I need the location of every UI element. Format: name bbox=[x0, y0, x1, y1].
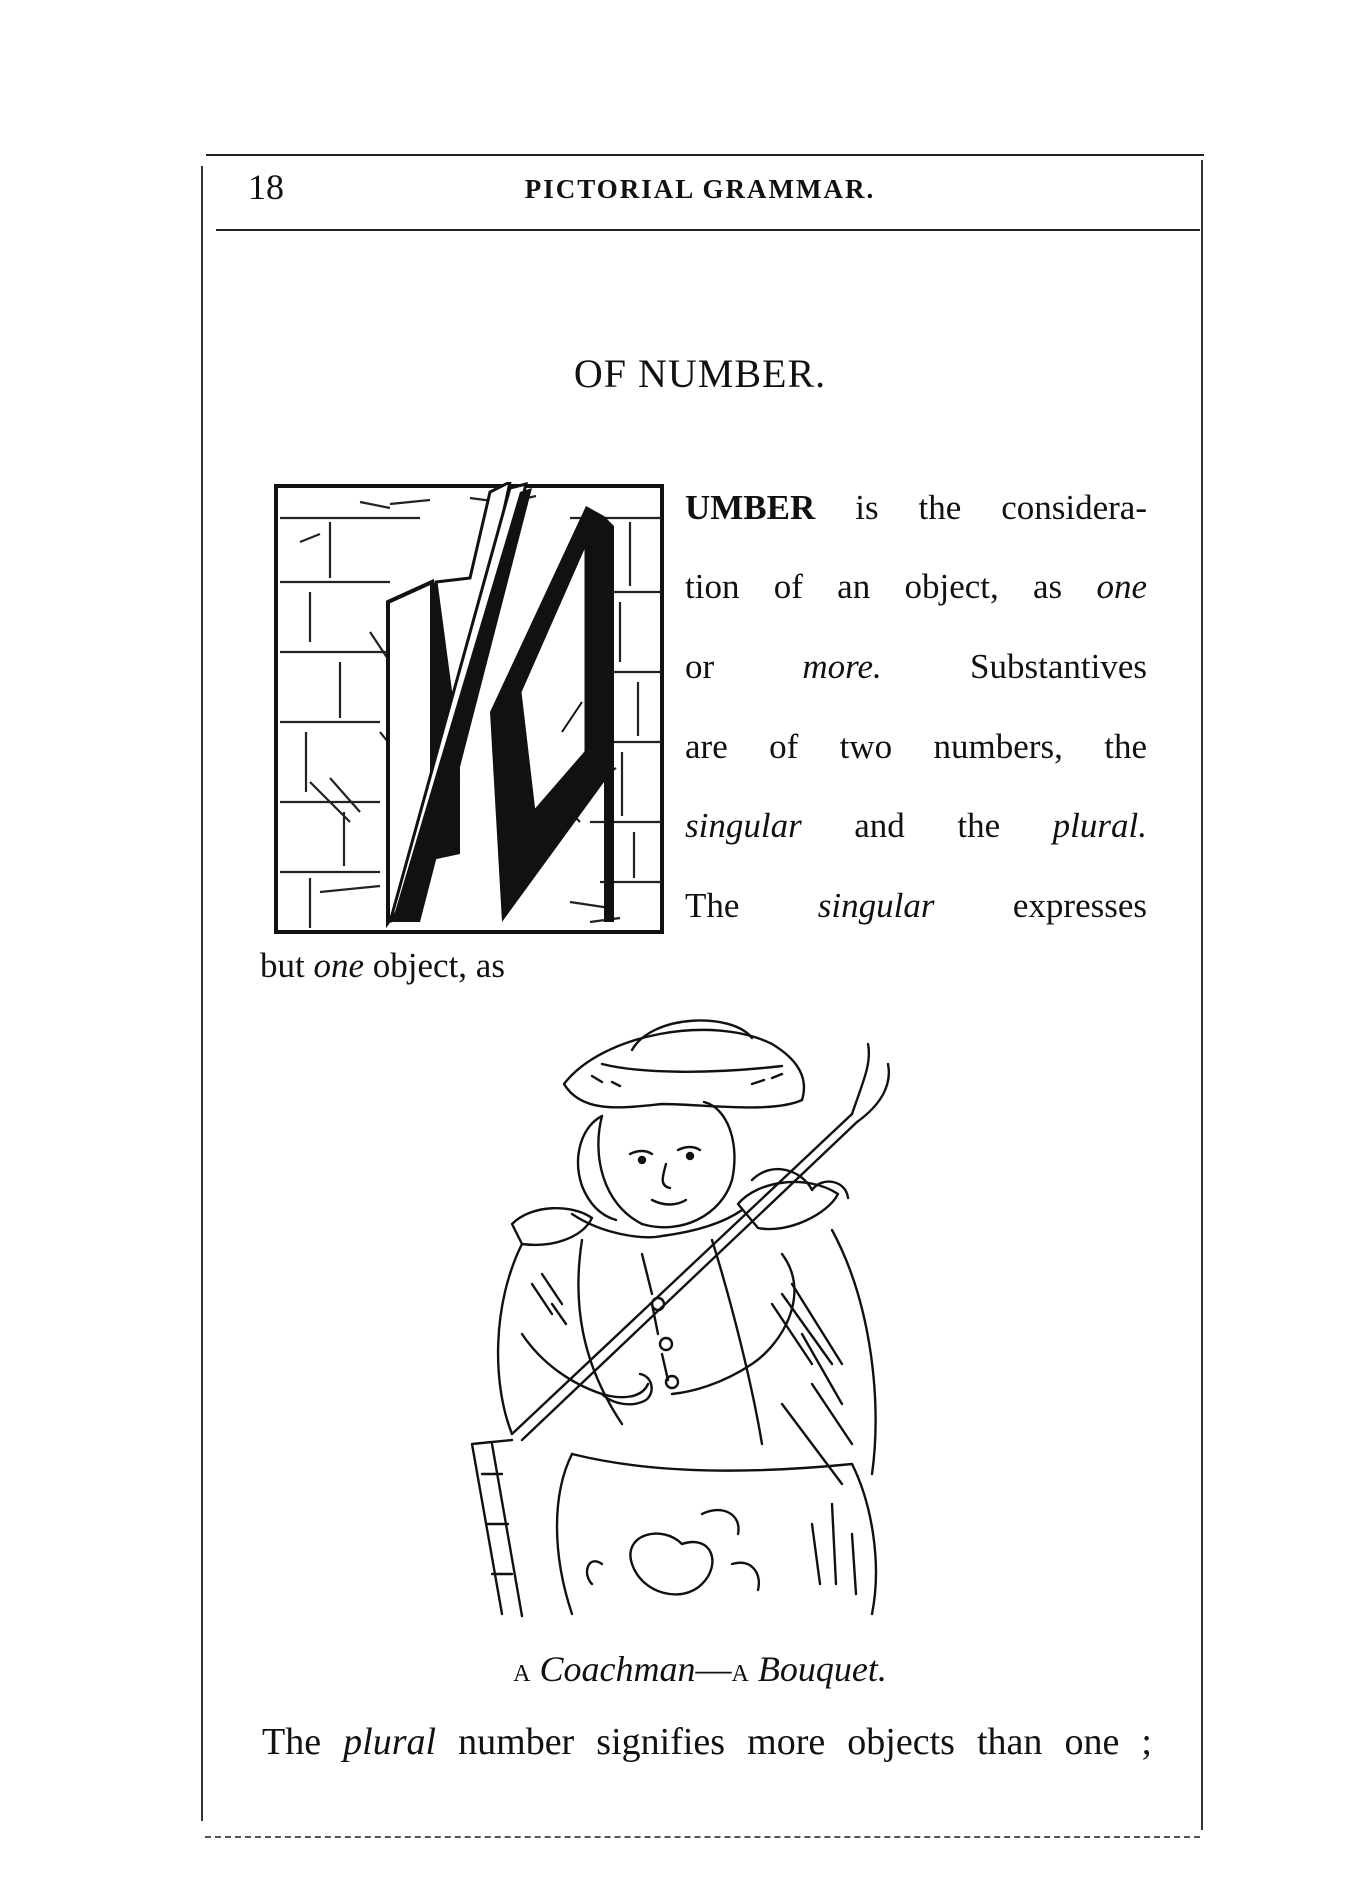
paragraph-line-7 bbox=[260, 946, 505, 986]
paragraph-text: number signifies more objects than one ; bbox=[436, 1721, 1152, 1763]
frame-top-rule bbox=[206, 154, 1204, 156]
frame-right-rule bbox=[1201, 160, 1203, 1830]
caption-dash: — bbox=[695, 1649, 732, 1689]
paragraph-text: object, as bbox=[364, 946, 505, 985]
paragraph-line-2 bbox=[685, 567, 1147, 607]
header-rule bbox=[216, 229, 1200, 231]
paragraph-text: and the bbox=[801, 806, 1053, 845]
paragraph-line-6 bbox=[685, 886, 1147, 926]
paragraph-text: tion of an object, as bbox=[685, 567, 1097, 606]
caption-noun: Coachman bbox=[539, 1649, 696, 1689]
paragraph-line-5 bbox=[685, 806, 1147, 846]
frame-bottom-rule bbox=[205, 1836, 1200, 1838]
emphasis-one: one bbox=[1096, 567, 1147, 606]
emphasis-plural: plural bbox=[343, 1721, 437, 1763]
dropcap-n-icon bbox=[270, 482, 668, 936]
paragraph-line-4: are of two numbers, the bbox=[685, 727, 1147, 766]
paragraph-text: The bbox=[262, 1721, 344, 1763]
paragraph-line-1 bbox=[685, 488, 1147, 528]
paragraph-line-3 bbox=[685, 647, 1147, 687]
frame-left-rule bbox=[201, 166, 203, 1821]
page-number: 18 bbox=[248, 167, 284, 207]
emphasis-more: more. bbox=[802, 647, 882, 686]
paragraph-text: or bbox=[685, 647, 803, 686]
illustration-caption bbox=[200, 1648, 1200, 1690]
coachman-illustration bbox=[452, 1004, 972, 1624]
section-title: OF NUMBER. bbox=[573, 351, 827, 396]
paragraph-text: expresses bbox=[934, 886, 1147, 925]
emphasis-one: one bbox=[313, 946, 365, 985]
caption-article: A bbox=[731, 1661, 749, 1687]
paragraph-text: is the considera- bbox=[815, 488, 1147, 527]
caption-noun: Bouquet. bbox=[757, 1649, 887, 1689]
emphasis-singular: singular bbox=[685, 806, 802, 845]
caption-article: A bbox=[513, 1661, 531, 1687]
paragraph-text: but bbox=[260, 946, 314, 985]
paragraph-text: The bbox=[685, 886, 818, 925]
lead-word: UMBER bbox=[685, 488, 816, 527]
emphasis-singular: singular bbox=[817, 886, 935, 925]
closing-line bbox=[262, 1720, 1152, 1764]
paragraph-text: Substantives bbox=[881, 647, 1147, 686]
emphasis-plural: plural. bbox=[1052, 806, 1147, 845]
running-title: PICTORIAL GRAMMAR. bbox=[524, 174, 876, 204]
